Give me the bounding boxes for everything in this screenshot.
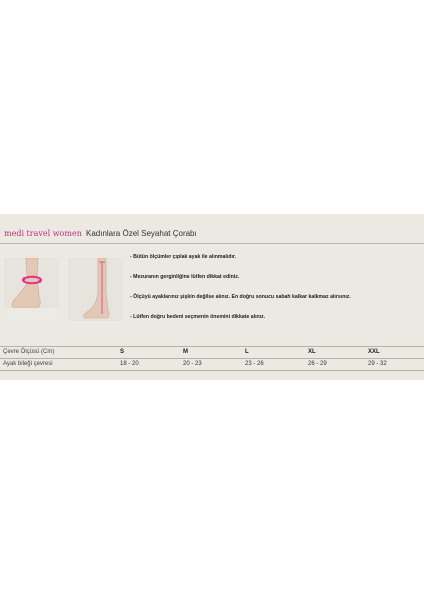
ankle-circumference-label: Ayak bileği çevresi	[3, 361, 53, 367]
value-s: 18 - 20	[120, 361, 139, 367]
instruction-item: - Ölçüyü ayaklarınız şişkin değilse alınız. En doğru sonucu sabah kalkar kalkmaz alırsınız.	[130, 294, 351, 300]
product-header	[0, 228, 424, 244]
value-l: 23 - 26	[245, 361, 264, 367]
value-xxl: 29 - 32	[368, 361, 387, 367]
instruction-item: - Mezuranın gerginliğine lütfen dikkat ediniz.	[130, 274, 240, 280]
size-m: M	[183, 349, 188, 355]
size-table-header	[0, 346, 424, 359]
instruction-item: - Lütfen doğru bedeni seçmenin önemini dikkate alınız.	[130, 314, 266, 320]
value-xl: 26 - 29	[308, 361, 327, 367]
ankle-measure-illustration	[4, 258, 59, 321]
size-xxl: XXL	[368, 349, 380, 355]
size-header-label: Çevre Ölçüsü (Cm)	[3, 349, 55, 355]
product-title: Kadınlara Özel Seyahat Çorabı	[86, 229, 197, 238]
size-table-row	[0, 359, 424, 371]
size-l: L	[245, 349, 249, 355]
measurement-instructions	[130, 252, 424, 332]
value-m: 20 - 23	[183, 361, 202, 367]
instruction-item: - Bütün ölçümler çıplak ayak ile alınmalıdır.	[130, 254, 237, 260]
size-xl: XL	[308, 349, 316, 355]
brand-name: medi travel women	[4, 229, 82, 238]
size-s: S	[120, 349, 125, 355]
leg-profile-illustration	[68, 258, 123, 321]
